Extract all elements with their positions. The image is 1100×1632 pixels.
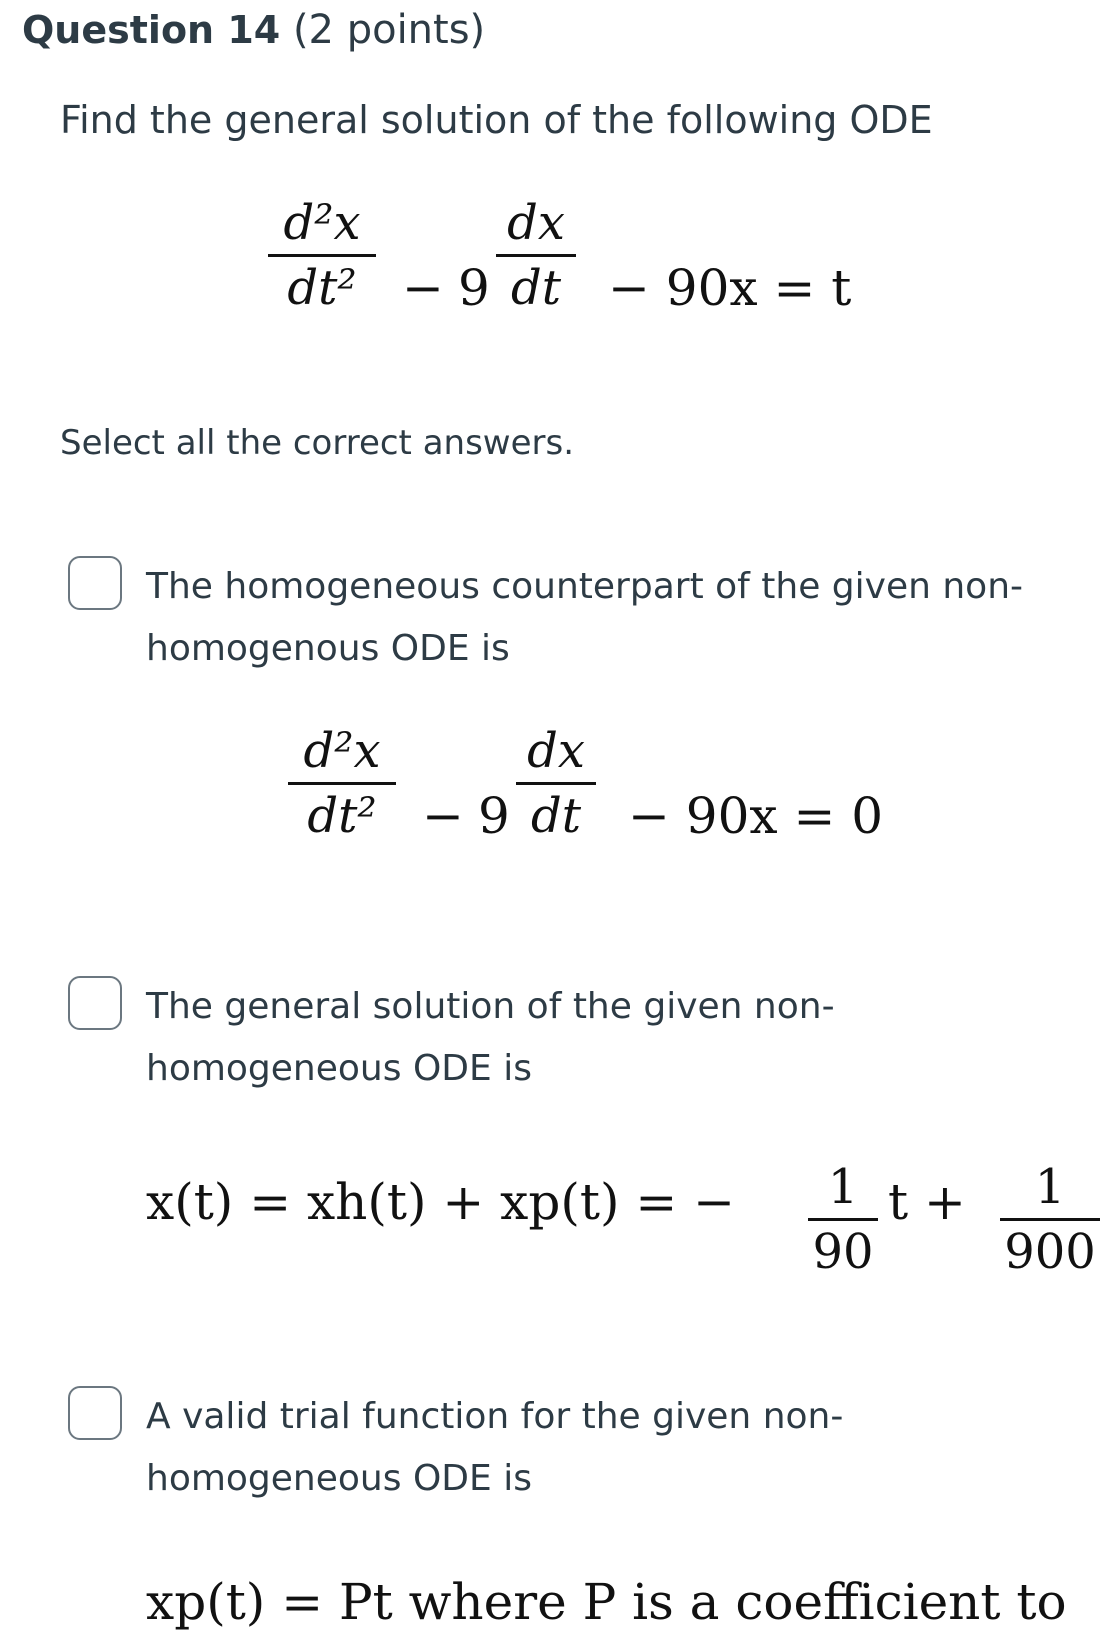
option-2-mid: t + [888, 1173, 966, 1231]
option-2-text: The general solution of the given non-homogeneous ODE is [146, 986, 835, 1089]
option-1-equation-rhs: − 90x = 0 [628, 787, 884, 845]
option-1-checkbox[interactable] [68, 556, 122, 610]
equation-minus: − [402, 259, 444, 317]
option-2-equation-left: x(t) = xh(t) + xp(t) = − [146, 1173, 736, 1231]
question-number: Question 14 [22, 8, 281, 52]
option-1-fraction-first-derivative: dx dt [516, 724, 596, 843]
question-prompt: Find the general solution of the following ODE [60, 98, 933, 142]
option-2-fraction-2: 1 900 [1000, 1160, 1100, 1279]
instruction-text: Select all the correct answers. [60, 423, 575, 463]
option-3-equation: xp(t) = Pt where P is a coefficient to [146, 1573, 1067, 1631]
equation-coefficient: 9 [458, 259, 490, 317]
option-1-fraction-second-derivative: d²x dt² [288, 724, 396, 843]
option-1-text: The homogeneous counterpart of the given non-homogenous ODE is [146, 566, 1024, 669]
equation-fraction-second-derivative: d²x dt² [268, 196, 376, 315]
equation-fraction-first-derivative: dx dt [496, 196, 576, 315]
option-3-checkbox[interactable] [68, 1386, 122, 1440]
question-header [22, 2, 485, 58]
option-2-checkbox[interactable] [68, 976, 122, 1030]
option-2-fraction-1: 1 90 [808, 1160, 878, 1279]
option-3-text: A valid trial function for the given non-homogeneous ODE is [146, 1396, 844, 1499]
option-1-coefficient: 9 [478, 787, 510, 845]
option-1-minus: − [422, 787, 464, 845]
equation-rhs: − 90x = t [608, 259, 852, 317]
question-points: (2 points) [292, 7, 486, 53]
